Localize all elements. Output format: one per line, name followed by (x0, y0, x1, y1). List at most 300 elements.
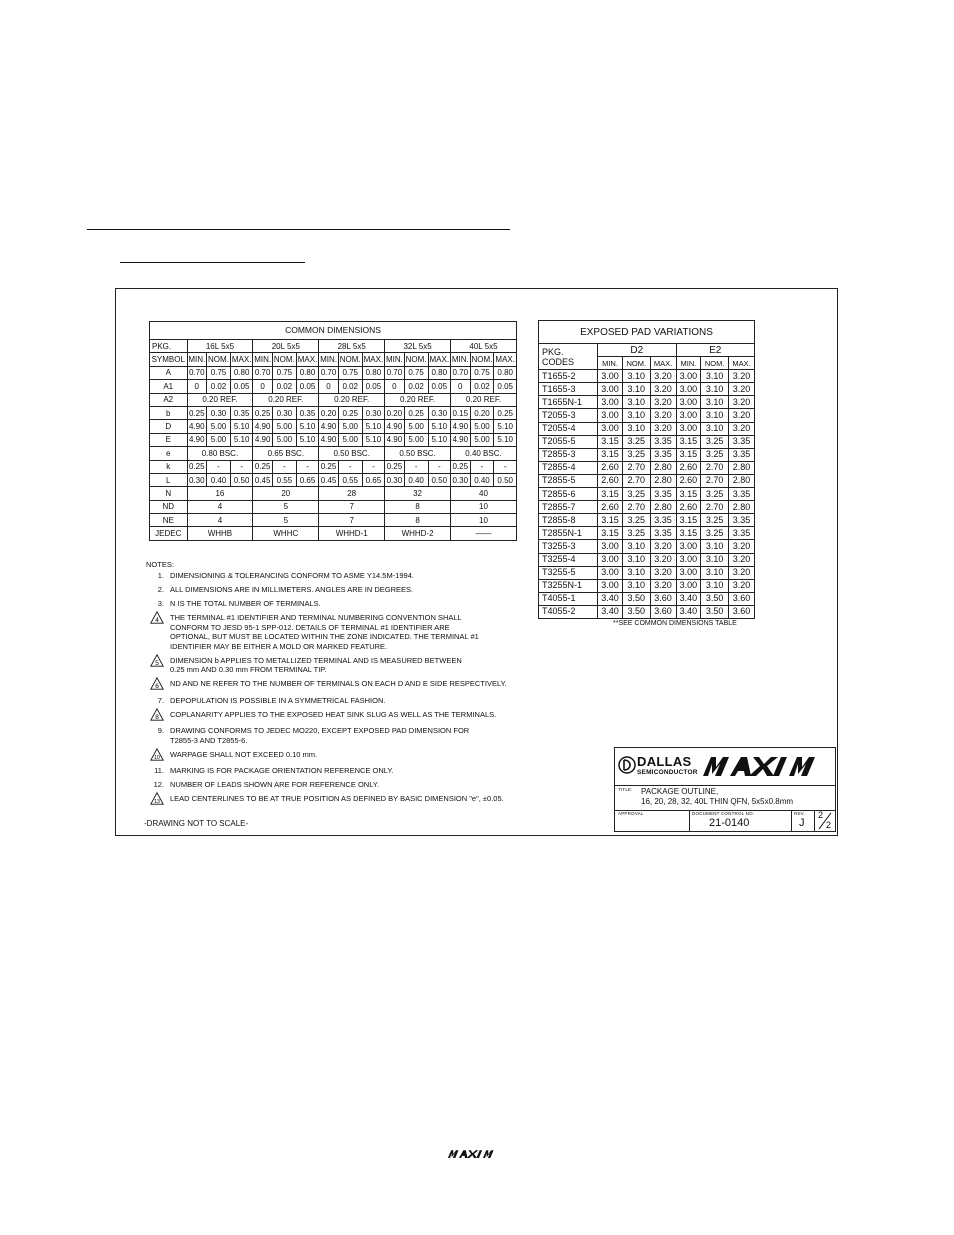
table-row (539, 474, 755, 487)
value-cell: 0.75 (338, 366, 362, 379)
dallas-wordmark: DALLAS (637, 754, 692, 769)
note-flag-triangle-icon (146, 656, 170, 668)
merged-value-cell: 0.65 BSC. (253, 447, 319, 460)
value-cell: 0.75 (470, 366, 494, 379)
value-cell: 0.05 (296, 380, 318, 393)
value-cell: 0.50 (494, 473, 517, 486)
table-row (539, 370, 755, 383)
triangle-flag-icon (150, 677, 164, 690)
value-cell: 3.20 (729, 370, 755, 383)
subheader-cell: MIN. (451, 353, 471, 366)
value-cell: 3.10 (701, 370, 729, 383)
value-cell: 2.80 (650, 461, 676, 474)
note-number: 11. (154, 766, 164, 776)
value-cell: 3.10 (622, 566, 650, 579)
pkg-label-cell: PKG. (150, 340, 188, 353)
note-item (146, 679, 586, 691)
value-cell: - (428, 460, 450, 473)
divider (791, 810, 792, 831)
symbol-cell: JEDEC (150, 527, 188, 540)
value-cell: 3.25 (622, 488, 650, 501)
value-cell: 0.35 (296, 406, 318, 419)
value-cell: 2.70 (701, 461, 729, 474)
triangle-flag-icon (150, 748, 164, 761)
value-cell: 0.70 (187, 366, 207, 379)
note-text: LEAD CENTERLINES TO BE AT TRUE POSITION AS DEFINED BY BASIC DIMENSION "e", ±0.05. (170, 794, 504, 804)
value-cell: 0.05 (362, 380, 384, 393)
package-code-cell: T1655-2 (539, 370, 598, 383)
value-cell: 3.20 (650, 579, 676, 592)
value-cell: 5.10 (230, 433, 252, 446)
value-cell: 4.90 (319, 433, 339, 446)
table-row (150, 340, 517, 353)
value-cell: 3.10 (622, 540, 650, 553)
value-cell: 4.90 (385, 433, 405, 446)
value-cell: 5.00 (272, 433, 296, 446)
value-cell: 3.35 (729, 527, 755, 540)
table-row (150, 353, 517, 366)
value-cell: 3.25 (701, 488, 729, 501)
value-cell: 0.65 (362, 473, 384, 486)
note-text: DIMENSIONING & TOLERANCING CONFORM TO ASME Y14.5M-1994. (170, 571, 414, 581)
value-cell: 0.02 (207, 380, 231, 393)
value-cell: 3.15 (676, 448, 701, 461)
package-code-cell: T2055-4 (539, 422, 598, 435)
package-code-cell: T2855-4 (539, 461, 598, 474)
value-cell: 2.80 (729, 501, 755, 514)
package-code-cell: T1655-3 (539, 383, 598, 396)
value-cell: 0.25 (253, 460, 273, 473)
value-cell: 3.20 (729, 553, 755, 566)
group-header-cell: E2 (676, 344, 754, 357)
value-cell: 3.50 (701, 605, 729, 618)
table-row (539, 435, 755, 448)
value-cell: 0.25 (494, 406, 517, 419)
value-cell: 3.20 (729, 422, 755, 435)
value-cell: 0.20 (385, 406, 405, 419)
value-cell: 3.25 (701, 514, 729, 527)
symbol-cell: A2 (150, 393, 188, 406)
table-row (150, 447, 517, 460)
merged-value-cell: 7 (319, 514, 385, 527)
merged-value-cell: 0.20 REF. (253, 393, 319, 406)
package-code-cell: T2855-8 (539, 514, 598, 527)
value-cell: 3.00 (676, 396, 701, 409)
value-cell: 3.25 (701, 448, 729, 461)
semiconductor-wordmark: SEMICONDUCTOR (637, 769, 698, 776)
value-cell: 3.40 (598, 605, 623, 618)
value-cell: 4.90 (451, 420, 471, 433)
sheet-fraction-slash-icon (815, 811, 835, 831)
value-cell: 0 (319, 380, 339, 393)
table-title: COMMON DIMENSIONS (150, 322, 517, 340)
note-item (146, 613, 586, 651)
value-cell: 3.50 (701, 592, 729, 605)
value-cell: 3.60 (729, 605, 755, 618)
maxim-logo (701, 754, 833, 781)
table-row (150, 514, 517, 527)
note-flag-number: 8 (155, 713, 159, 721)
package-code-cell: T2055-3 (539, 409, 598, 422)
value-cell: 3.35 (729, 435, 755, 448)
value-cell: 3.35 (650, 527, 676, 540)
value-cell: 5.10 (230, 420, 252, 433)
value-cell: 0.70 (451, 366, 471, 379)
value-cell: 3.20 (650, 396, 676, 409)
title-block (614, 747, 836, 832)
symbol-cell: L (150, 473, 188, 486)
value-cell: 5.00 (470, 420, 494, 433)
value-cell: 3.35 (650, 448, 676, 461)
note-flag-number: 4 (155, 617, 159, 625)
dallas-logo-icon (618, 756, 636, 774)
table-row (539, 321, 755, 344)
value-cell: 3.40 (598, 592, 623, 605)
value-cell: 0.30 (187, 473, 207, 486)
revision-letter: J (799, 817, 805, 829)
value-cell: 3.60 (650, 605, 676, 618)
value-cell: 0.20 (319, 406, 339, 419)
value-cell: 0.15 (451, 406, 471, 419)
value-cell: - (207, 460, 231, 473)
table-row (539, 448, 755, 461)
table-row (150, 366, 517, 379)
value-cell: 0.50 (428, 473, 450, 486)
value-cell: 3.15 (598, 488, 623, 501)
table-row (150, 433, 517, 446)
package-code-cell: T4055-1 (539, 592, 598, 605)
table-row (539, 501, 755, 514)
value-cell: 0.30 (428, 406, 450, 419)
subheader-cell: MIN. (187, 353, 207, 366)
value-cell: 0.40 (207, 473, 231, 486)
table-row (150, 473, 517, 486)
subheader-cell: NOM. (701, 357, 729, 370)
sheet-total: 2 (826, 820, 832, 830)
value-cell: - (404, 460, 428, 473)
value-cell: 5.10 (296, 420, 318, 433)
value-cell: 0.30 (207, 406, 231, 419)
value-cell: 2.60 (598, 461, 623, 474)
value-cell: 0.50 (230, 473, 252, 486)
value-cell: - (494, 460, 517, 473)
triangle-flag-icon (150, 654, 164, 667)
revision-label: REV. (794, 811, 805, 816)
symbol-cell: e (150, 447, 188, 460)
subheader-cell: MIN. (253, 353, 273, 366)
value-cell: 2.80 (650, 501, 676, 514)
value-cell: 2.60 (676, 501, 701, 514)
value-cell: 0.05 (428, 380, 450, 393)
title-block-title-section (615, 785, 835, 811)
approval-label: APPROVAL (618, 811, 644, 816)
document-number: 21-0140 (709, 817, 750, 829)
value-cell: 2.70 (701, 474, 729, 487)
value-cell: 5.10 (362, 433, 384, 446)
value-cell: 5.00 (404, 420, 428, 433)
triangle-flag-icon (150, 708, 164, 721)
note-number: 7. (157, 695, 164, 705)
value-cell: - (230, 460, 252, 473)
value-cell: 3.00 (676, 370, 701, 383)
value-cell: 3.20 (650, 370, 676, 383)
value-cell: 0.25 (385, 460, 405, 473)
subheader-cell: MIN. (676, 357, 701, 370)
table-row (539, 514, 755, 527)
maxim-logo-icon (444, 1149, 504, 1160)
value-cell: 3.20 (650, 566, 676, 579)
value-cell: 3.20 (729, 409, 755, 422)
note-text: N IS THE TOTAL NUMBER OF TERMINALS. (170, 599, 321, 609)
value-cell: 3.00 (676, 566, 701, 579)
package-code-cell: T2855-7 (539, 501, 598, 514)
value-cell: 0.35 (230, 406, 252, 419)
value-cell: 3.35 (650, 435, 676, 448)
subheader-cell: MIN. (598, 357, 623, 370)
value-cell: 0.02 (338, 380, 362, 393)
note-item (146, 780, 586, 789)
notes-block (146, 560, 586, 811)
value-cell: 0.25 (187, 460, 207, 473)
merged-value-cell: WHHD-2 (385, 527, 451, 540)
value-cell: 3.20 (729, 566, 755, 579)
table-row (150, 527, 517, 540)
value-cell: 5.10 (428, 433, 450, 446)
merged-value-cell: 0.50 BSC. (385, 447, 451, 460)
value-cell: 4.90 (187, 433, 207, 446)
value-cell: 0.05 (494, 380, 517, 393)
package-code-cell: T3255-3 (539, 540, 598, 553)
value-cell: 0.02 (272, 380, 296, 393)
table-row (539, 527, 755, 540)
note-item (146, 656, 586, 675)
value-cell: 0.70 (385, 366, 405, 379)
merged-value-cell: 0.50 BSC. (319, 447, 385, 460)
symbol-cell: E (150, 433, 188, 446)
value-cell: 3.35 (729, 488, 755, 501)
value-cell: 4.90 (253, 420, 273, 433)
value-cell: 3.15 (598, 527, 623, 540)
value-cell: 3.25 (701, 435, 729, 448)
subheader-cell: MAX. (362, 353, 384, 366)
merged-value-cell: 32 (385, 487, 451, 500)
note-number: 1. (157, 571, 164, 581)
subheader-cell: MAX. (230, 353, 252, 366)
package-code-cell: T3255-5 (539, 566, 598, 579)
value-cell: 3.25 (622, 435, 650, 448)
value-cell: 3.60 (729, 592, 755, 605)
note-text: MARKING IS FOR PACKAGE ORIENTATION REFERENCE ONLY. (170, 766, 394, 776)
symbol-cell: ND (150, 500, 188, 513)
table-row (539, 396, 755, 409)
note-item (146, 696, 586, 705)
value-cell: 3.00 (598, 566, 623, 579)
table-row (150, 500, 517, 513)
value-cell: 0.70 (319, 366, 339, 379)
package-header-cell: 16L 5x5 (187, 340, 253, 353)
note-flag-triangle-icon (146, 750, 170, 762)
title-block-bottom-row (615, 810, 835, 831)
table-row (539, 540, 755, 553)
value-cell: 0.02 (470, 380, 494, 393)
triangle-flag-icon (150, 792, 164, 805)
merged-value-cell: 10 (451, 514, 517, 527)
value-cell: 0.45 (319, 473, 339, 486)
note-text: NUMBER OF LEADS SHOWN ARE FOR REFERENCE ONLY. (170, 780, 379, 790)
subheader-cell: MIN. (385, 353, 405, 366)
value-cell: 4.90 (385, 420, 405, 433)
value-cell: 0 (187, 380, 207, 393)
value-cell: 2.70 (622, 501, 650, 514)
value-cell: 3.20 (650, 409, 676, 422)
merged-value-cell: 0.20 REF. (385, 393, 451, 406)
note-number: 2. (157, 585, 164, 595)
value-cell: 3.00 (598, 553, 623, 566)
value-cell: 0.30 (362, 406, 384, 419)
package-header-cell: 32L 5x5 (385, 340, 451, 353)
value-cell: 5.00 (404, 433, 428, 446)
note-flag-triangle-icon (146, 710, 170, 722)
divider (689, 810, 690, 831)
merged-value-cell: 20 (253, 487, 319, 500)
note-text: DIMENSION b APPLIES TO METALLIZED TERMINAL AND IS MEASURED BETWEEN 0.25 mm AND 0.30 mm FROM TERMINAL TIP. (170, 655, 462, 675)
table-row (539, 461, 755, 474)
symbol-cell: NE (150, 514, 188, 527)
merged-value-cell: WHHB (187, 527, 253, 540)
note-item (146, 710, 586, 722)
value-cell: 3.15 (676, 527, 701, 540)
package-code-cell: T2855-6 (539, 488, 598, 501)
value-cell: 3.10 (701, 383, 729, 396)
value-cell: 3.15 (676, 488, 701, 501)
value-cell: 5.00 (272, 420, 296, 433)
value-cell: 0.40 (404, 473, 428, 486)
subheader-cell: MIN. (319, 353, 339, 366)
value-cell: 3.35 (650, 488, 676, 501)
merged-value-cell: 0.20 REF. (187, 393, 253, 406)
group-header-cell: D2 (598, 344, 676, 357)
symbol-cell: D (150, 420, 188, 433)
value-cell: 0.80 (428, 366, 450, 379)
value-cell: 0.80 (230, 366, 252, 379)
subheader-cell: MAX. (729, 357, 755, 370)
value-cell: 3.60 (650, 592, 676, 605)
merged-value-cell: WHHC (253, 527, 319, 540)
value-cell: 5.10 (494, 433, 517, 446)
value-cell: 3.00 (598, 540, 623, 553)
merged-value-cell: 10 (451, 500, 517, 513)
merged-value-cell: 0.40 BSC. (451, 447, 517, 460)
note-item (146, 571, 586, 580)
triangle-flag-icon (150, 611, 164, 624)
table-row (539, 409, 755, 422)
value-cell: 3.35 (650, 514, 676, 527)
header-rule-long (87, 229, 510, 230)
value-cell: - (272, 460, 296, 473)
value-cell: 4.90 (253, 433, 273, 446)
value-cell: 0.80 (296, 366, 318, 379)
value-cell: 3.00 (676, 383, 701, 396)
symbol-cell: k (150, 460, 188, 473)
table-row (150, 380, 517, 393)
value-cell: - (296, 460, 318, 473)
value-cell: 3.20 (650, 383, 676, 396)
value-cell: 2.60 (676, 474, 701, 487)
exposed-pad-footnote: **SEE COMMON DIMENSIONS TABLE (613, 620, 737, 627)
value-cell: 0.80 (362, 366, 384, 379)
value-cell: 2.80 (650, 474, 676, 487)
value-cell: 0 (253, 380, 273, 393)
table-row (539, 383, 755, 396)
common-dimensions-table (149, 321, 517, 541)
table-row (539, 344, 755, 357)
note-number: 3. (157, 599, 164, 609)
table-title: EXPOSED PAD VARIATIONS (539, 321, 755, 344)
note-flag-number: 6 (155, 683, 159, 691)
value-cell: 0.05 (230, 380, 252, 393)
subheader-cell: MAX. (650, 357, 676, 370)
note-item (146, 599, 586, 608)
value-cell: 0 (385, 380, 405, 393)
note-text: DRAWING CONFORMS TO JEDEC MO220, EXCEPT EXPOSED PAD DIMENSION FOR T2855-3 AND T2855-6. (170, 726, 470, 745)
value-cell: 3.10 (701, 396, 729, 409)
value-cell: 3.20 (650, 553, 676, 566)
pkg-codes-label-cell: PKG. CODES (539, 344, 598, 370)
value-cell: 2.80 (729, 474, 755, 487)
merged-value-cell: 0.20 REF. (319, 393, 385, 406)
footer-maxim-logo (444, 1147, 504, 1165)
value-cell: 0.45 (253, 473, 273, 486)
value-cell: 3.10 (622, 383, 650, 396)
value-cell: 0.20 (470, 406, 494, 419)
value-cell: 3.00 (598, 383, 623, 396)
package-title-line-1: PACKAGE OUTLINE, (641, 787, 719, 796)
value-cell: 3.25 (622, 448, 650, 461)
merged-value-cell: 5 (253, 514, 319, 527)
merged-value-cell: 28 (319, 487, 385, 500)
value-cell: 3.00 (598, 579, 623, 592)
value-cell: 3.15 (598, 435, 623, 448)
subheader-cell: NOM. (272, 353, 296, 366)
note-flag-triangle-icon (146, 794, 170, 806)
value-cell: 3.25 (622, 527, 650, 540)
header-rule-short (120, 262, 305, 263)
value-cell: - (362, 460, 384, 473)
table-row (539, 422, 755, 435)
package-code-cell: T3255N-1 (539, 579, 598, 592)
merged-value-cell: 8 (385, 514, 451, 527)
table-row (150, 487, 517, 500)
package-header-cell: 28L 5x5 (319, 340, 385, 353)
value-cell: 4.90 (319, 420, 339, 433)
value-cell: 2.80 (729, 461, 755, 474)
value-cell: 3.20 (650, 422, 676, 435)
value-cell: - (470, 460, 494, 473)
value-cell: 3.20 (729, 396, 755, 409)
title-label: TITLE: (618, 787, 633, 792)
subheader-cell: NOM. (470, 353, 494, 366)
value-cell: 3.00 (676, 579, 701, 592)
value-cell: 3.10 (622, 422, 650, 435)
value-cell: 0.25 (404, 406, 428, 419)
subheader-cell: MAX. (296, 353, 318, 366)
sheet-number: 2 (818, 810, 824, 820)
drawing-frame (115, 288, 838, 836)
value-cell: 3.20 (729, 383, 755, 396)
value-cell: 0 (451, 380, 471, 393)
value-cell: 3.35 (729, 448, 755, 461)
note-flag-number: 10 (154, 754, 160, 761)
